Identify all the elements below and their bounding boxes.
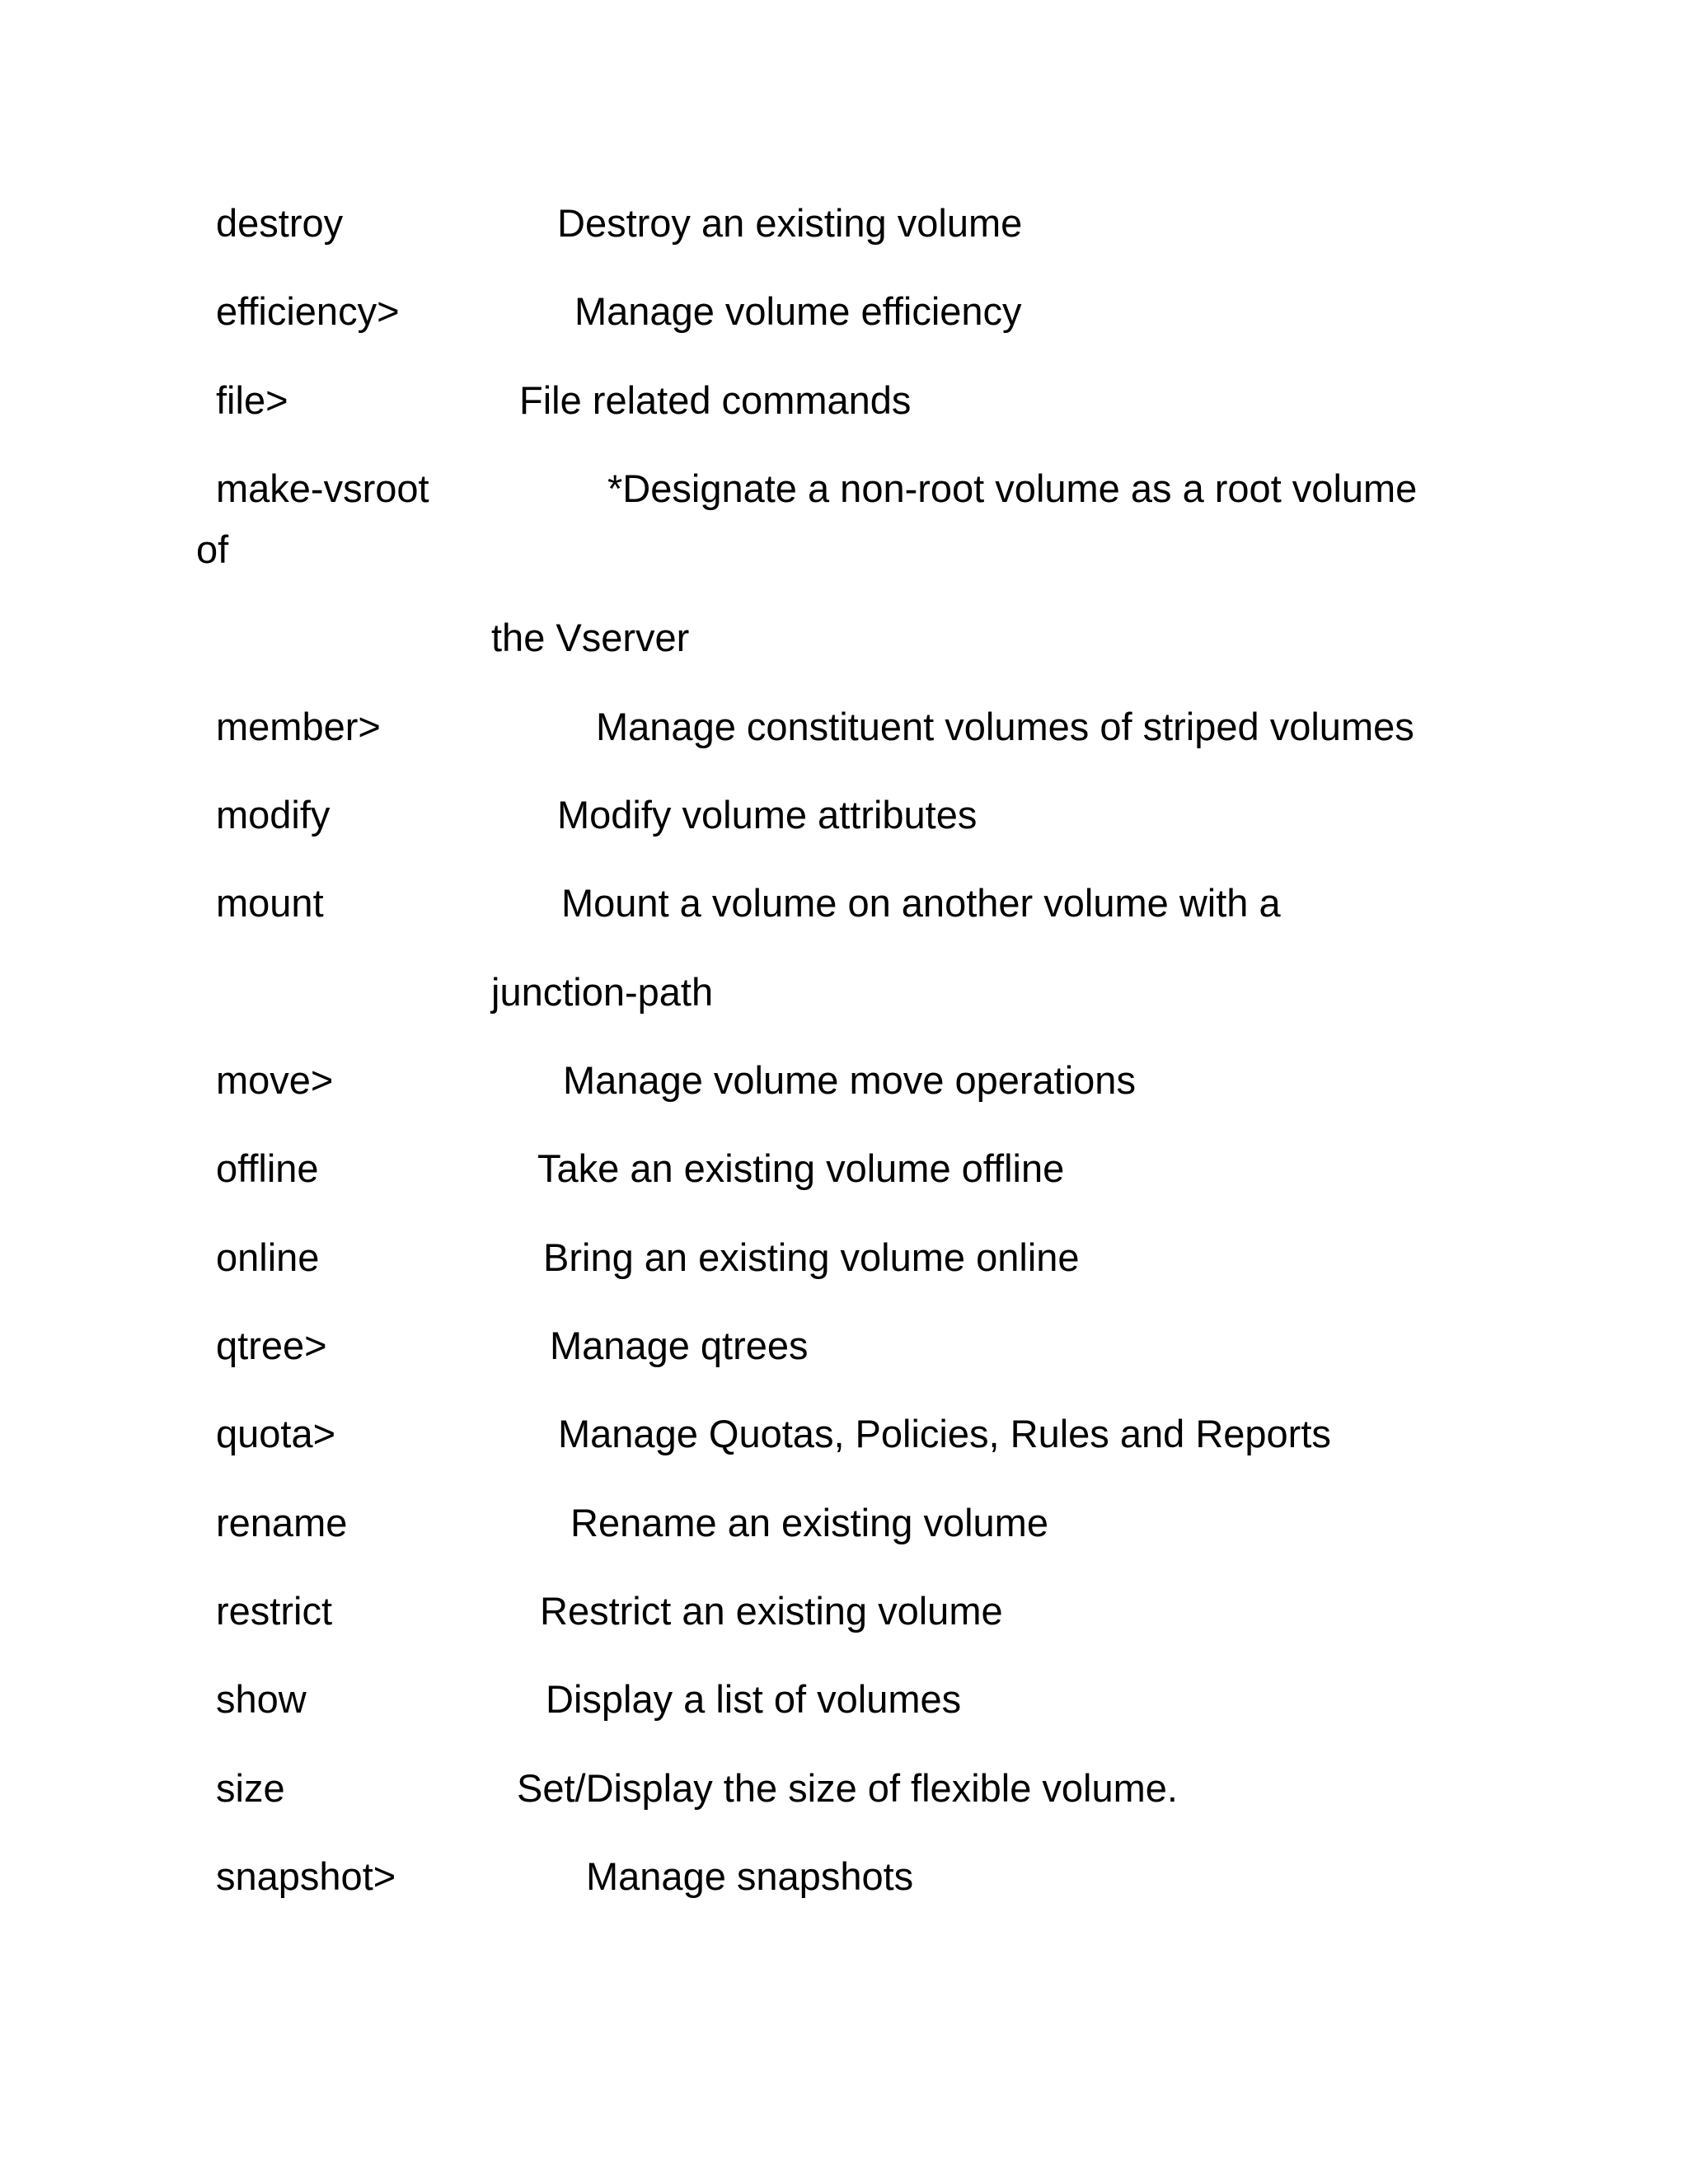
command-description: Bring an existing volume online bbox=[543, 1235, 1080, 1279]
command-description: Manage Quotas, Policies, Rules and Reports bbox=[558, 1412, 1331, 1455]
command-name: member> bbox=[216, 705, 381, 748]
command-description: File related commands bbox=[519, 378, 912, 422]
command-name: offline bbox=[216, 1146, 319, 1190]
command-name: size bbox=[216, 1766, 285, 1810]
command-name: snapshot> bbox=[216, 1854, 396, 1898]
command-description: Manage snapshots bbox=[586, 1854, 914, 1898]
description-continuation: the Vserver bbox=[491, 616, 690, 659]
command-name: mount bbox=[216, 881, 324, 925]
command-name: rename bbox=[216, 1501, 348, 1544]
command-description: Manage qtrees bbox=[550, 1324, 809, 1367]
command-description: Set/Display the size of flexible volume. bbox=[517, 1766, 1178, 1810]
command-name: restrict bbox=[216, 1589, 332, 1633]
command-description: Rename an existing volume bbox=[570, 1501, 1048, 1544]
command-description: Mount a volume on another volume with a bbox=[561, 881, 1281, 925]
command-name: online bbox=[216, 1235, 320, 1279]
command-description: Manage volume efficiency bbox=[574, 289, 1022, 333]
description-continuation: junction-path bbox=[491, 970, 714, 1014]
command-name: destroy bbox=[216, 201, 344, 245]
command-description: Modify volume attributes bbox=[557, 793, 978, 837]
description-wrap: of bbox=[196, 527, 229, 571]
command-description: *Designate a non-root volume as a root volume bbox=[607, 466, 1418, 510]
command-description: Destroy an existing volume bbox=[557, 201, 1023, 245]
command-description: Manage constituent volumes of striped volumes bbox=[596, 705, 1414, 748]
command-description: Take an existing volume offline bbox=[537, 1146, 1065, 1190]
command-name: show bbox=[216, 1677, 307, 1721]
command-description: Manage volume move operations bbox=[563, 1058, 1136, 1102]
command-description: Restrict an existing volume bbox=[540, 1589, 1003, 1633]
command-name: make-vsroot bbox=[216, 466, 429, 510]
command-name: modify bbox=[216, 793, 331, 837]
command-name: quota> bbox=[216, 1412, 336, 1455]
command-name: file> bbox=[216, 378, 288, 422]
command-name: efficiency> bbox=[216, 289, 400, 333]
command-name: move> bbox=[216, 1058, 334, 1102]
command-name: qtree> bbox=[216, 1324, 327, 1367]
command-description: Display a list of volumes bbox=[546, 1677, 962, 1721]
